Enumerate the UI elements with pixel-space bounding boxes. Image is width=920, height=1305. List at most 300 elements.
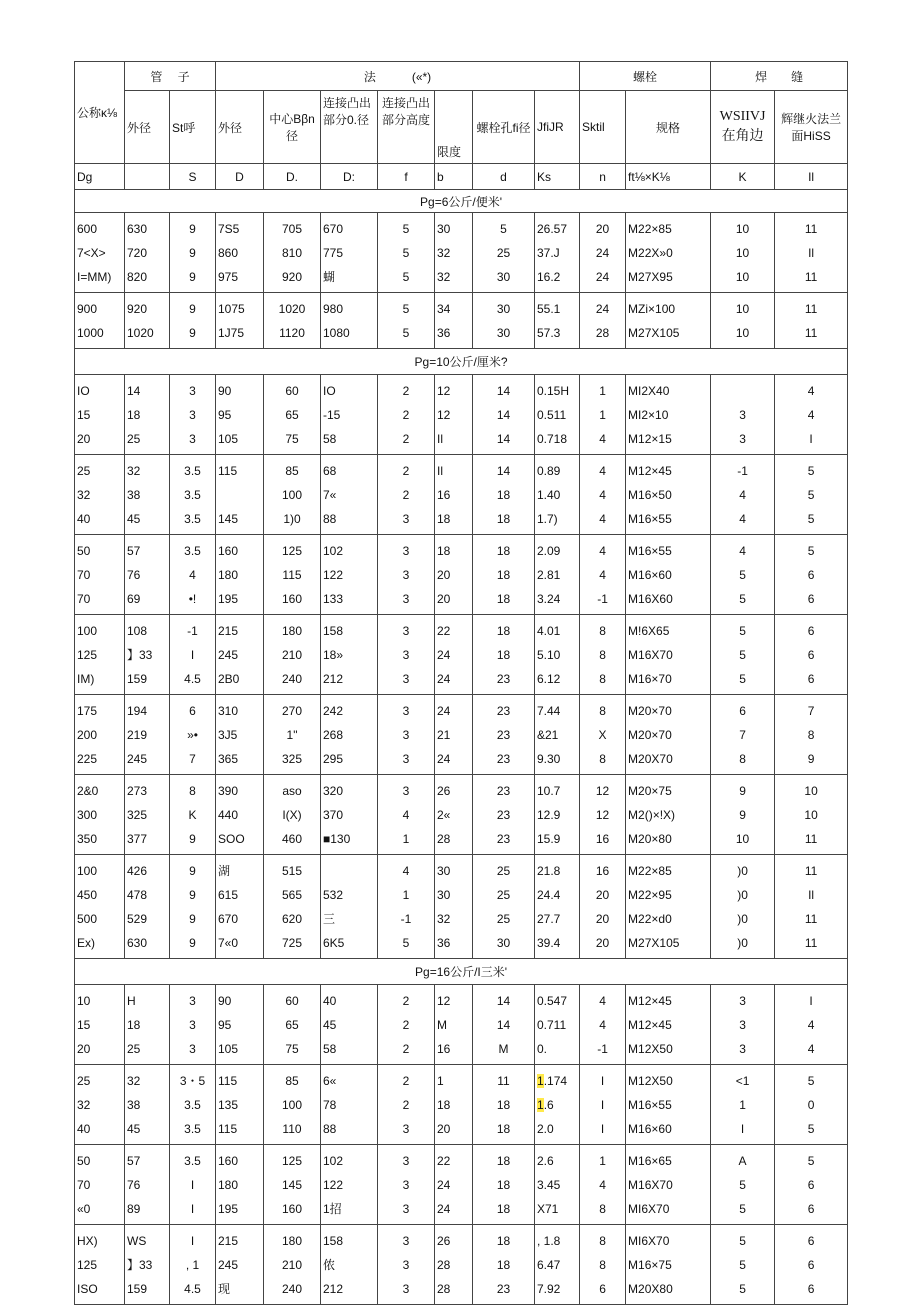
- cell-value: 8: [599, 1258, 606, 1272]
- cell-value: 5: [402, 246, 410, 260]
- cell-value: 60: [285, 384, 299, 398]
- cell-value: 4: [807, 408, 815, 422]
- cell-value: 23: [496, 672, 511, 686]
- cell-value: M16×55: [628, 544, 672, 558]
- cell-value: 28: [437, 1258, 451, 1272]
- cell-value: 24: [437, 672, 451, 686]
- cell-weight: [535, 985, 580, 1065]
- cell-hole-dia: [473, 615, 535, 695]
- cell-raised-h: [378, 695, 435, 775]
- section-title: Pg=6公斤/便米': [75, 190, 848, 213]
- cell-hole-dia: [473, 985, 535, 1065]
- cell-value: M16×65: [628, 1154, 672, 1168]
- cell-value: 460: [281, 832, 303, 846]
- cell-flange-od: [216, 1145, 264, 1225]
- cell-flange-thk: [435, 213, 473, 293]
- cell-value: 159: [127, 1282, 148, 1296]
- cell-value: 9: [189, 270, 196, 284]
- header-bolt-count: Sktil: [580, 91, 626, 164]
- cell-flange-thk: [435, 695, 473, 775]
- cell-value: 12: [595, 784, 610, 798]
- cell-pipe-thk: [170, 1065, 216, 1145]
- cell-value: 105: [218, 432, 239, 446]
- cell-value: -1: [400, 912, 412, 926]
- cell-value: 20: [595, 888, 610, 902]
- cell-value: 529: [127, 912, 148, 926]
- cell-pipe-od: [125, 455, 170, 535]
- cell-value: 180: [218, 1178, 239, 1192]
- table-row-group: [75, 1065, 848, 1145]
- sym-cell: f: [378, 164, 435, 190]
- cell-value: 11: [804, 270, 818, 284]
- header-raised-face-dia: 连接凸出部分0.径: [321, 91, 378, 164]
- cell-value: 100: [77, 624, 98, 638]
- cell-value: 225: [77, 752, 98, 766]
- cell-value: 0.: [537, 1042, 548, 1056]
- cell-bolt-count: [580, 213, 626, 293]
- cell-value: &21: [537, 728, 559, 742]
- cell-value: 2: [402, 994, 410, 1008]
- cell-value: 18: [496, 1154, 511, 1168]
- cell-value: 1: [599, 1154, 606, 1168]
- cell-value: 侬: [323, 1258, 336, 1272]
- cell-value: 5: [402, 936, 410, 950]
- table-row-group: [75, 775, 848, 855]
- cell-value: 3: [402, 1234, 410, 1248]
- cell-value: 12.9: [537, 808, 561, 822]
- cell-value: 6.12: [537, 672, 561, 686]
- cell-value: 6: [807, 568, 815, 582]
- cell-value: 三: [323, 912, 336, 926]
- sym-cell: Il: [775, 164, 848, 190]
- cell-value: 3.45: [537, 1178, 561, 1192]
- cell-value: 145: [218, 512, 239, 526]
- cell-value: 630: [127, 936, 148, 950]
- cell-value: HX): [77, 1234, 98, 1248]
- cell-value: 16: [437, 1042, 451, 1056]
- cell-value: 18: [496, 1234, 511, 1248]
- cell-value: 9: [189, 246, 196, 260]
- cell-value: 215: [218, 1234, 239, 1248]
- cell-value: 125: [281, 1154, 303, 1168]
- cell-value: -1: [597, 592, 608, 606]
- cell-bolt-spec: [626, 855, 711, 959]
- cell-bolt-circle: [264, 985, 321, 1065]
- cell-value: M20×75: [628, 784, 672, 798]
- cell-value: 478: [127, 888, 148, 902]
- cell-value: 725: [281, 936, 303, 950]
- cell-value: 920: [127, 302, 148, 316]
- cell-value: I: [809, 994, 813, 1008]
- cell-value: M16X60: [628, 592, 673, 606]
- cell-value: 14: [496, 1018, 511, 1032]
- cell-weld-face: [775, 1225, 848, 1305]
- cell-bolt-circle: [264, 1065, 321, 1145]
- cell-pipe-thk: [170, 775, 216, 855]
- cell-value: »•: [187, 728, 198, 742]
- cell-raised-dia: [321, 985, 378, 1065]
- cell-value: 4: [807, 1042, 815, 1056]
- cell-dn: [75, 1145, 125, 1225]
- cell-dn: [75, 1065, 125, 1145]
- cell-pipe-od: [125, 375, 170, 455]
- cell-value: 3: [189, 384, 196, 398]
- cell-value: 105: [218, 1042, 239, 1056]
- cell-value: 5.10: [537, 648, 561, 662]
- cell-value: 115: [218, 464, 238, 478]
- cell-value: aso: [282, 784, 302, 798]
- cell-hole-dia: [473, 1145, 535, 1225]
- cell-value: K: [188, 808, 197, 822]
- cell-value: M12×45: [628, 464, 672, 478]
- cell-value: 10: [735, 222, 750, 236]
- cell-value: 18: [437, 1098, 451, 1112]
- cell-value: I: [740, 1122, 745, 1136]
- cell-value: I=MM): [77, 270, 112, 284]
- cell-value: M12×45: [628, 994, 672, 1008]
- cell-bolt-count: [580, 695, 626, 775]
- cell-value: 5: [739, 592, 746, 606]
- cell-value: 145: [281, 1178, 303, 1192]
- cell-bolt-spec: [626, 615, 711, 695]
- cell-value: MI6X70: [628, 1202, 670, 1216]
- cell-value: 270: [281, 704, 303, 718]
- cell-value: 240: [281, 672, 303, 686]
- cell-value: 565: [281, 888, 303, 902]
- cell-hole-dia: [473, 855, 535, 959]
- section-header-row: [75, 190, 848, 213]
- cell-weld-face: [775, 1065, 848, 1145]
- cell-value: 36: [437, 936, 451, 950]
- cell-value: 2: [402, 1074, 410, 1088]
- cell-value: 160: [281, 592, 303, 606]
- cell-value: 2&0: [77, 784, 99, 798]
- table-row-group: [75, 855, 848, 959]
- cell-bolt-spec: [626, 695, 711, 775]
- cell-value: MI6X70: [628, 1234, 670, 1248]
- cell-value: 32: [127, 464, 141, 478]
- cell-value: 湖: [218, 864, 231, 878]
- cell-weight: [535, 455, 580, 535]
- cell-dn: [75, 775, 125, 855]
- cell-value: -1: [187, 624, 198, 638]
- cell-weld-fillet: [711, 985, 775, 1065]
- cell-value: 3: [402, 1178, 410, 1192]
- cell-value: [323, 859, 375, 883]
- cell-weld-fillet: [711, 455, 775, 535]
- cell-value: 3: [739, 1042, 746, 1056]
- cell-raised-dia: [321, 293, 378, 349]
- cell-value: 18: [496, 568, 511, 582]
- cell-value: 37.J: [537, 246, 560, 260]
- cell-weld-face: [775, 775, 848, 855]
- cell-raised-h: [378, 855, 435, 959]
- cell-value: 26: [437, 784, 451, 798]
- cell-value: 3: [402, 1258, 410, 1272]
- cell-value: 3.5: [184, 1098, 201, 1112]
- cell-value: 9.30: [537, 752, 561, 766]
- cell-pipe-thk: [170, 293, 216, 349]
- cell-value: 8: [599, 624, 606, 638]
- cell-value: 115: [282, 568, 302, 582]
- cell-value: 8: [599, 752, 606, 766]
- cell-value: 900: [77, 302, 98, 316]
- cell-flange-od: [216, 535, 264, 615]
- cell-value: 5: [739, 672, 746, 686]
- cell-flange-thk: [435, 855, 473, 959]
- cell-value: 4.5: [184, 1282, 201, 1296]
- cell-value: 2: [402, 464, 410, 478]
- cell-value: 76: [127, 1178, 141, 1192]
- cell-value: 18: [496, 1258, 511, 1272]
- cell-value: 15: [77, 408, 91, 422]
- cell-value: M27X105: [628, 936, 680, 950]
- cell-flange-od: [216, 375, 264, 455]
- cell-weld-face: [775, 855, 848, 959]
- cell-value: 2.81: [537, 568, 561, 582]
- cell-value: 0.511: [537, 408, 567, 422]
- cell-value: 2: [402, 408, 410, 422]
- cell-value: 30: [496, 936, 511, 950]
- cell-value: 3.5: [184, 512, 201, 526]
- cell-value: 2: [402, 1042, 410, 1056]
- cell-value: 3: [739, 1018, 746, 1032]
- cell-value: 5: [739, 624, 746, 638]
- cell-value: 219: [127, 728, 148, 742]
- cell-flange-od: [216, 855, 264, 959]
- cell-value: «0: [77, 1202, 91, 1216]
- cell-value: 12: [437, 384, 451, 398]
- cell-value: 3: [189, 408, 196, 422]
- header-weld-fillet: WSIIVJ在角边: [711, 91, 775, 164]
- header-flange-od: 外径: [216, 91, 264, 164]
- cell-value: )0: [737, 864, 748, 878]
- cell-value: M22×85: [628, 864, 672, 878]
- cell-value: 5: [739, 1258, 746, 1272]
- cell-value: 8: [599, 1202, 606, 1216]
- cell-value: 5: [807, 464, 815, 478]
- cell-value: 21: [437, 728, 451, 742]
- cell-raised-h: [378, 455, 435, 535]
- cell-value: MI2×10: [628, 408, 669, 422]
- cell-value: 38: [127, 488, 141, 502]
- cell-flange-od: [216, 615, 264, 695]
- cell-value: 325: [281, 752, 303, 766]
- cell-value: 23: [496, 808, 511, 822]
- table-row-group: [75, 1145, 848, 1225]
- cell-value: I: [809, 432, 813, 446]
- cell-value: 50: [77, 1154, 91, 1168]
- cell-flange-thk: [435, 615, 473, 695]
- cell-value: 18: [496, 1202, 511, 1216]
- cell-value: 4: [599, 464, 606, 478]
- cell-pipe-od: [125, 855, 170, 959]
- cell-bolt-spec: [626, 1145, 711, 1225]
- cell-value: 32: [437, 246, 451, 260]
- cell-value: 10: [735, 326, 750, 340]
- cell-value: 2.0: [537, 1122, 554, 1136]
- sym-cell: Ks: [535, 164, 580, 190]
- cell-value: 210: [281, 648, 303, 662]
- cell-value: 88: [323, 1122, 337, 1136]
- cell-value: 6: [807, 1282, 815, 1296]
- cell-weld-fillet: [711, 855, 775, 959]
- cell-value: 532: [323, 888, 344, 902]
- cell-value: 320: [323, 784, 344, 798]
- cell-bolt-spec: [626, 375, 711, 455]
- cell-value: 15.9: [537, 832, 561, 846]
- cell-flange-thk: [435, 1145, 473, 1225]
- cell-value: 14: [496, 994, 511, 1008]
- cell-dn: [75, 455, 125, 535]
- cell-value: 980: [323, 302, 344, 316]
- cell-value: 268: [323, 728, 344, 742]
- cell-value: 38: [127, 1098, 141, 1112]
- cell-value: 9: [189, 832, 196, 846]
- cell-value: 24: [595, 246, 610, 260]
- cell-value: 5: [500, 222, 507, 236]
- cell-value: M16×55: [628, 512, 672, 526]
- cell-value: 110: [282, 1122, 302, 1136]
- cell-bolt-circle: [264, 775, 321, 855]
- cell-value: 5: [807, 544, 815, 558]
- header-raised-face-height: 连接凸出部分高度: [378, 91, 435, 164]
- cell-bolt-circle: [264, 855, 321, 959]
- cell-value: 18: [127, 1018, 141, 1032]
- cell-raised-dia: [321, 695, 378, 775]
- cell-raised-dia: [321, 455, 378, 535]
- cell-raised-dia: [321, 535, 378, 615]
- cell-value: 3・5: [179, 1074, 206, 1088]
- cell-value: 3.5: [184, 464, 201, 478]
- cell-value: I: [600, 1122, 605, 1136]
- cell-value: 9: [189, 222, 196, 236]
- cell-value: 11: [804, 302, 818, 316]
- cell-value: 210: [281, 1258, 303, 1272]
- table-row-group: [75, 615, 848, 695]
- sym-cell: S: [170, 164, 216, 190]
- cell-value: 24: [595, 270, 610, 284]
- sym-cell: n: [580, 164, 626, 190]
- header-pipe-od: 外径: [125, 91, 170, 164]
- cell-bolt-spec: [626, 1065, 711, 1145]
- cell-weld-face: [775, 213, 848, 293]
- cell-value: IO: [77, 384, 90, 398]
- cell-value: 3: [402, 728, 410, 742]
- sym-cell: D: [216, 164, 264, 190]
- cell-value: 90: [218, 384, 232, 398]
- cell-value: 975: [218, 270, 239, 284]
- cell-value: 18: [496, 544, 511, 558]
- cell-value: 6: [807, 1234, 815, 1248]
- cell-value: 1: [739, 1098, 746, 1112]
- cell-value: 9: [189, 888, 196, 902]
- cell-raised-h: [378, 775, 435, 855]
- cell-value: M2()×!X): [628, 808, 676, 822]
- cell-value: 30: [496, 302, 511, 316]
- cell-raised-h: [378, 1145, 435, 1225]
- cell-value: 】33: [127, 648, 153, 662]
- cell-value: 16: [437, 488, 451, 502]
- cell-value: H: [127, 994, 136, 1008]
- cell-value: 3: [739, 432, 746, 446]
- cell-value: 11: [804, 864, 818, 878]
- cell-weld-face: [775, 985, 848, 1065]
- cell-value: 24: [437, 1178, 451, 1192]
- cell-value: MZi×100: [628, 302, 676, 316]
- cell-value: 24: [437, 1202, 451, 1216]
- cell-value: 1020: [278, 302, 306, 316]
- cell-value: 20: [437, 592, 451, 606]
- cell-value: M22×95: [628, 888, 672, 902]
- cell-value: 3: [402, 648, 410, 662]
- section-title: Pg=16公斤/I三米': [75, 959, 848, 985]
- cell-value: 5: [807, 512, 815, 526]
- cell-value: M22X»0: [628, 246, 673, 260]
- cell-value: 75: [285, 432, 299, 446]
- cell-value: 23: [496, 704, 511, 718]
- cell-value: 6: [807, 1178, 815, 1192]
- cell-value: 20: [437, 1122, 451, 1136]
- cell-weld-face: [775, 375, 848, 455]
- cell-value: 8: [739, 752, 746, 766]
- cell-value: 115: [218, 1122, 238, 1136]
- cell-value: 4.01: [537, 624, 561, 638]
- cell-value: 57.3: [537, 326, 561, 340]
- cell-value: 133: [323, 592, 344, 606]
- cell-value: 6: [807, 648, 815, 662]
- cell-value: 50: [77, 544, 91, 558]
- cell-value: 21.8: [537, 864, 561, 878]
- cell-value: M16×55: [628, 1098, 672, 1112]
- header-weight: JfiJR: [535, 91, 580, 164]
- cell-value: 810: [281, 246, 303, 260]
- cell-value: 390: [218, 784, 239, 798]
- cell-value: 58: [323, 1042, 337, 1056]
- cell-pipe-thk: [170, 1225, 216, 1305]
- cell-value: 7«: [323, 488, 337, 502]
- cell-value: 14: [127, 384, 141, 398]
- cell-flange-thk: [435, 775, 473, 855]
- cell-value: ISO: [77, 1282, 98, 1296]
- cell-hole-dia: [473, 1225, 535, 1305]
- cell-value: 2: [402, 384, 410, 398]
- cell-bolt-circle: [264, 1145, 321, 1225]
- cell-value: 9: [189, 912, 196, 926]
- cell-value: 4: [739, 544, 746, 558]
- cell-value: 212: [323, 1282, 344, 1296]
- cell-value: 32: [77, 488, 91, 502]
- header-flange: 法 («*): [216, 62, 580, 91]
- cell-value: 23: [496, 752, 511, 766]
- cell-value: 102: [323, 544, 344, 558]
- cell-value: [218, 483, 261, 507]
- cell-value: -15: [323, 408, 341, 422]
- cell-value: 18: [496, 648, 511, 662]
- cell-value: 4: [189, 568, 196, 582]
- table-row-group: [75, 535, 848, 615]
- cell-value: 158: [323, 1234, 344, 1248]
- cell-value: 2: [402, 432, 410, 446]
- cell-value: 11: [804, 832, 818, 846]
- cell-value: Il: [808, 888, 815, 902]
- cell-value: 14: [496, 464, 511, 478]
- cell-value: 2«: [437, 808, 451, 822]
- cell-value: 1.6: [537, 1098, 554, 1112]
- cell-value: 3.5: [184, 1154, 201, 1168]
- cell-value: 1.7): [537, 512, 558, 526]
- cell-value: -1: [737, 464, 748, 478]
